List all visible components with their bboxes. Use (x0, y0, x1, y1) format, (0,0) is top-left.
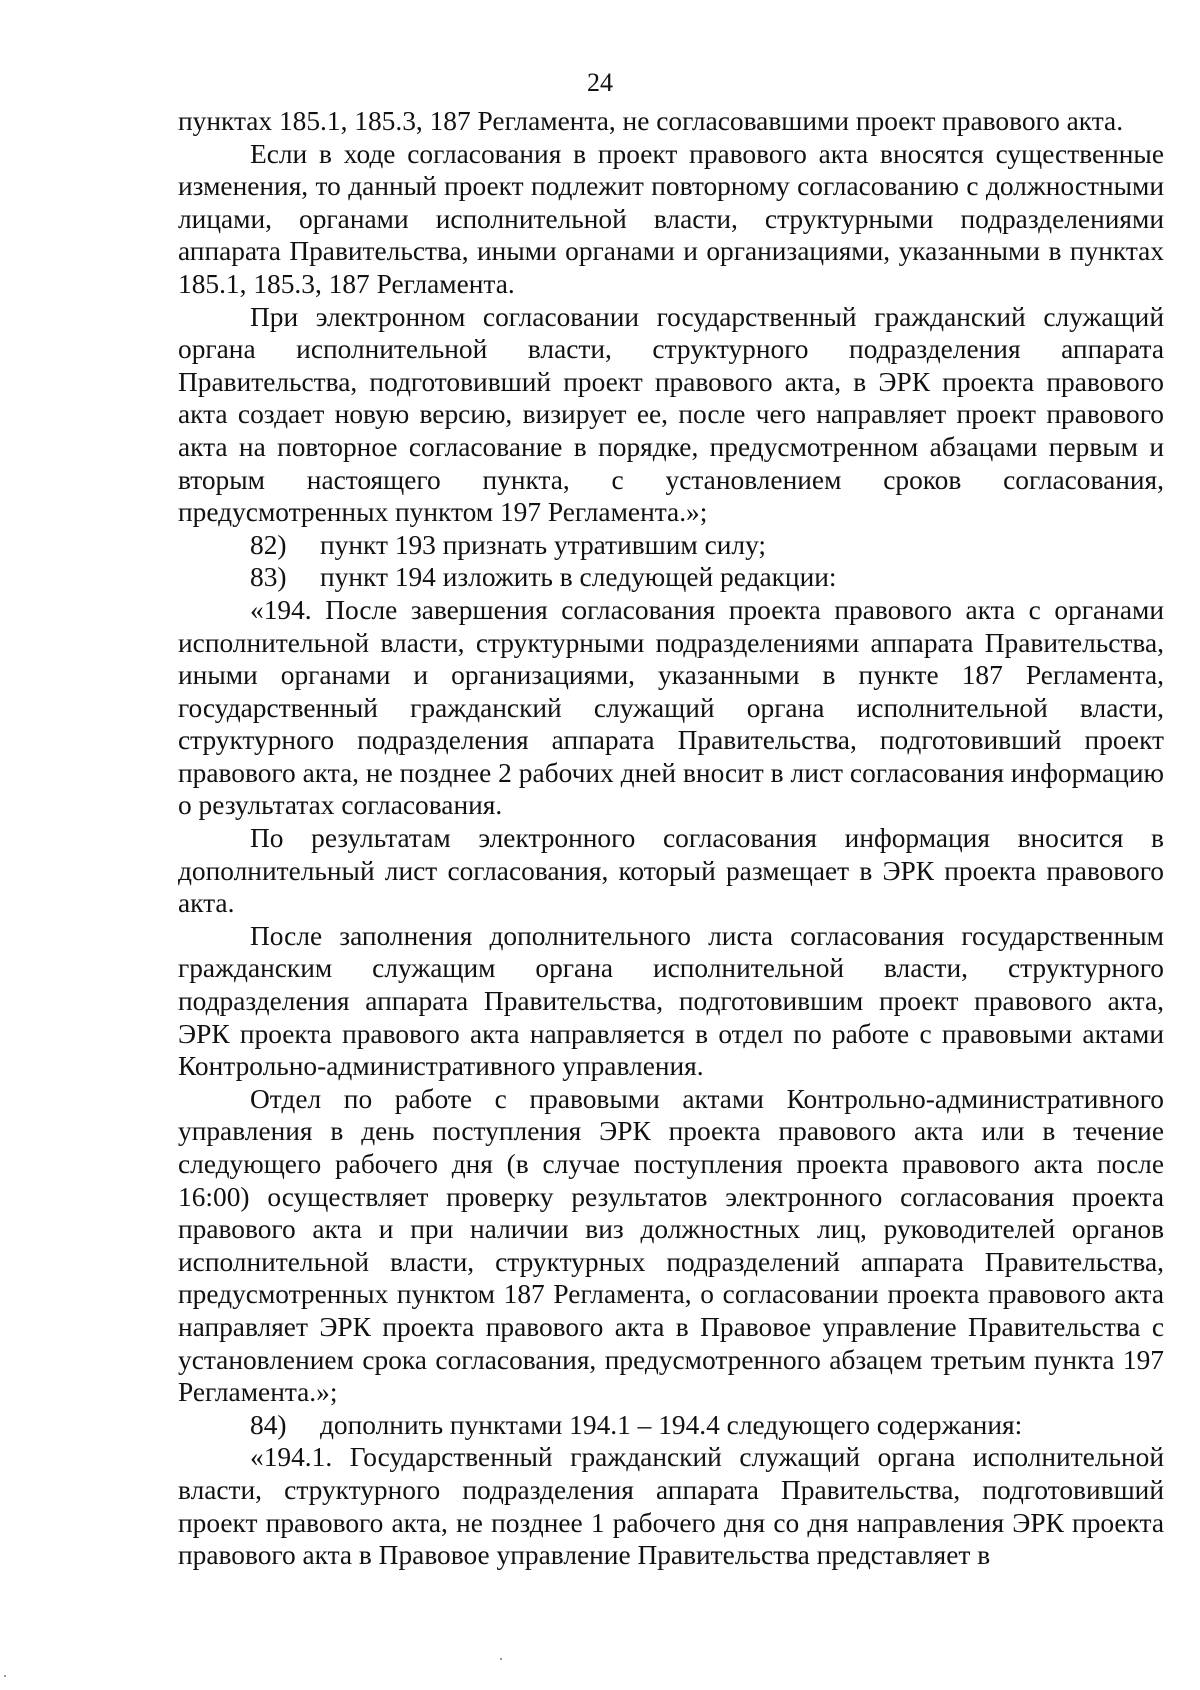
list-item-84 (178, 1409, 1164, 1442)
list-item-number: 83) (250, 562, 287, 593)
list-item-number: 84) (250, 1409, 287, 1440)
list-item-82 (178, 529, 1164, 562)
list-item-text: пункт 193 признать утратившим силу; (320, 529, 767, 560)
paragraph-electronic-approval: При электронном согласовании государственный гражданский служащий органа исполнительной власти, структурного подразделения аппарата Правительства, подготовивший проект правового акта, в ЭРК проекта правового акта создает новую версию, визирует ее, после чего направляет проект правового акта на повторное согласование в порядке, предусмотренном абзацами первым и вторым настоящего пункта, с установлением сроков согласования, предусмотренных пунктом 197 Регламента.»; (178, 301, 1164, 528)
list-item-83 (178, 561, 1164, 594)
paragraph-department-check: Отдел по работе с правовыми актами Контрольно-административного управления в день поступления ЭРК проекта правового акта или в течение следующего рабочего дня (в случае поступления проекта правового акта после 16:00) осуществляет проверку результатов электронного согласования проекта правового акта и при наличии виз должностных лиц, руководителей органов исполнительной власти, структурных подразделений аппарата Правительства, предусмотренных пунктом 187 Регламента, о согласовании проекта правового акта направляет ЭРК проекта правового акта в Правовое управление Правительства с установлением срока согласования, предусмотренного абзацем третьим пункта 197 Регламента.»; (178, 1083, 1164, 1408)
scan-speck (500, 1658, 502, 1660)
list-item-text: дополнить пунктами 194.1 – 194.4 следующего содержания: (320, 1409, 1023, 1440)
paragraph-after-filling: После заполнения дополнительного листа согласования государственным гражданским служащим органа исполнительной власти, структурного подразделения аппарата Правительства, подготовившим проект правового акта, ЭРК проекта правового акта направляется в отдел по работе с правовыми актами Контрольно-административного управления. (178, 920, 1164, 1082)
paragraph-substantial-changes: Если в ходе согласования в проект правового акта вносятся существенные изменения, то данный проект подлежит повторному согласованию с должностными лицами, органами исполнительной власти, структурными подразделениями аппарата Правительства, иными органами и организациями, указанными в пунктах 185.1, 185.3, 187 Регламента. (178, 138, 1164, 299)
list-item-text: пункт 194 изложить в следующей редакции: (320, 562, 837, 593)
paragraph-additional-sheet: По результатам электронного согласования информация вносится в дополнительный лист согласования, который размещает в ЭРК проекта правового акта. (178, 823, 1164, 919)
paragraph-clause-194-1: «194.1. Государственный гражданский служащий органа исполнительной власти, структурного подразделения аппарата Правительства, подготовивший проект правового акта, не позднее 1 рабочего дня со дня направления ЭРК проекта правового акта в Правовое управление Правительства представляет в (178, 1442, 1164, 1571)
list-item-number: 82) (250, 529, 287, 560)
page-number: 24 (587, 68, 613, 97)
scan-speck (4, 1675, 6, 1677)
document-body (178, 105, 1164, 1572)
paragraph-continuation: пунктах 185.1, 185.3, 187 Регламента, не согласовавшими проект правового акта. (178, 106, 1124, 136)
paragraph-clause-194: «194. После завершения согласования проекта правового акта с органами исполнительной власти, структурными подразделениями аппарата Правительства, иными органами и организациями, указанными в пункте 187 Регламента, государственный гражданский служащий органа исполнительной власти, структурного подразделения аппарата Правительства, подготовивший проект правового акта, не позднее 2 рабочих дней вносит в лист согласования информацию о результатах согласования. (178, 594, 1164, 821)
